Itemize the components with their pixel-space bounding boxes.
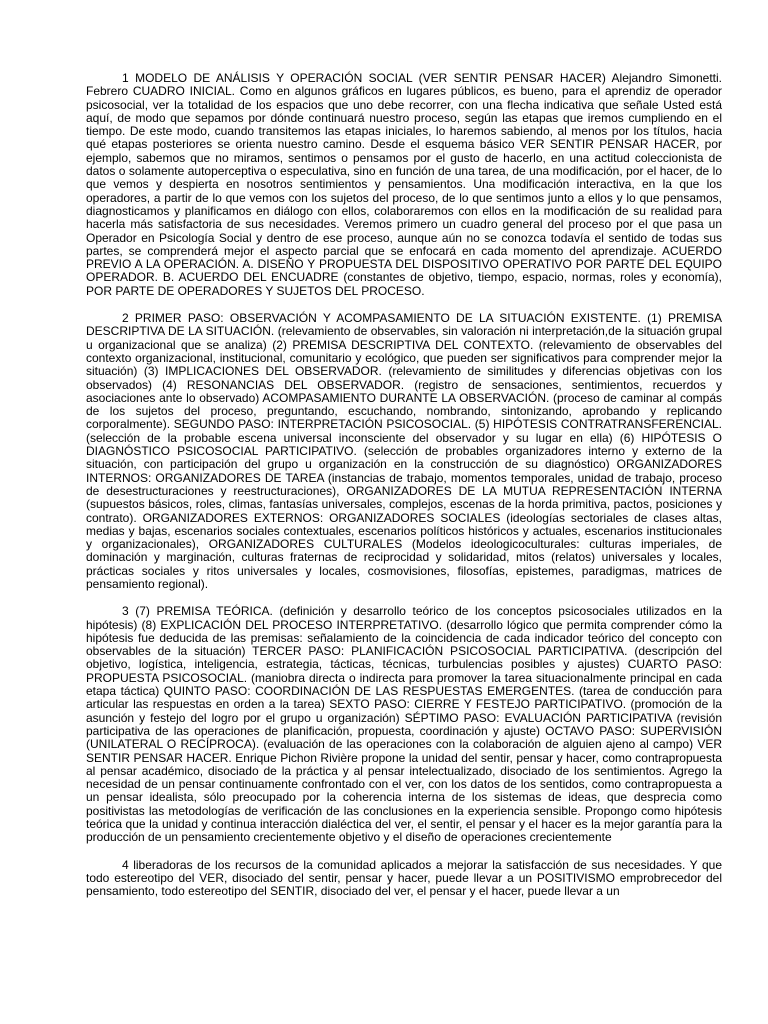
paragraph-1: 1 MODELO DE ANÁLISIS Y OPERACIÓN SOCIAL (VER SENTIR PENSAR HACER) Alejandro Simonetti. Febrero CUADRO INICIAL. Como en algunos gráficos en lugares públicos, es bueno, para el aprendiz de operador psicosocial, ver la totalidad de los espacios que uno debe recorrer, con una flecha indicativa que señale Usted está aquí, de modo que sepamos por dónde continuará nuestro proceso, según las etapas que iremos cumpliendo en el tiempo. De este modo, cuando transitemos las etapas iniciales, lo haremos sabiendo, al menos por los títulos, hacia qué etapas posteriores se orienta nuestro camino. Desde el esquema básico VER SENTIR PENSAR HACER, por ejemplo, sabemos que no miramos, sentimos o pensamos por el gusto de hacerlo, en una actitud coleccionista de datos o solamente autoperceptiva o especulativa, sino en función de una tarea, de una modificación, por el hacer, de lo que vemos y despierta en nosotros sentimientos y pensamientos. Una modificación interactiva, en la que los operadores, a partir de lo que vemos con los sujetos del proceso, de lo que sentimos junto a ellos y lo que pensamos, diagnosticamos y planificamos en diálogo con ellos, colaboraremos con ellos en la modificación de su realidad para hacerla más satisfactoria de sus necesidades. Veremos primero un cuadro general del proceso por el que pasa un Operador en Psicología Social y dentro de ese proceso, aunque aún no se conozca todavía el sentido de todas sus partes, se comprenderá mejor el aspecto parcial que se enfocará en cada momento del aprendizaje. ACUERDO PREVIO A LA OPERACIÓN. A. DISEÑO Y PROPUESTA DEL DISPOSITIVO OPERATIVO POR PARTE DEL EQUIPO OPERADOR. B. ACUERDO DEL ENCUADRE (constantes de objetivo, tiempo, espacio, normas, roles y economía), POR PARTE DE OPERADORES Y SUJETOS DEL PROCESO. bbox=[86, 71, 722, 298]
paragraph-4: 4 liberadoras de los recursos de la comunidad aplicados a mejorar la satisfacción de sus necesidades. Y que todo estereotipo del VER, disociado del sentir, pensar y hacer, puede llevar a un POSITIVISMO emprobrecedor del pensamiento, todo estereotipo del SENTIR, disociado del ver, el pensar y el hacer, puede llevar a un bbox=[86, 857, 722, 899]
document-body bbox=[86, 72, 722, 913]
paragraph-3: 3 (7) PREMISA TEÓRICA. (definición y desarrollo teórico de los conceptos psicosociales utilizados en la hipótesis) (8) EXPLICACIÓN DEL PROCESO INTERPRETATIVO. (desarrollo lógico que permita comprender cómo la hipótesis fue deducida de las premisas: señalamiento de la coincidencia de cada indicador teórico del concepto con observables de la situación) TERCER PASO: PLANIFICACIÓN PSICOSOCIAL PARTICIPATIVA. (descripción del objetivo, logística, inteligencia, estrategia, tácticas, técnicas, turbulencias posibles y ajustes) CUARTO PASO: PROPUESTA PSICOSOCIAL. (maniobra directa o indirecta para promover la tarea situacionalmente principal en cada etapa táctica) QUINTO PASO: COORDINACIÓN DE LAS RESPUESTAS EMERGENTES. (tarea de conducción para articular las respuestas en orden a la tarea) SEXTO PASO: CIERRE Y FESTEJO PARTICIPATIVO. (promoción de la asunción y festejo del logro por el grupo u organización) SÉPTIMO PASO: EVALUACIÓN PARTICIPATIVA (revisión participativa de las operaciones de planificación, propuesta, coordinación y ajuste) OCTAVO PASO: SUPERVISIÓN (UNILATERAL O RECÍPROCA). (evaluación de las operaciones con la colaboración de alguien ajeno al campo) VER SENTIR PENSAR HACER. Enrique Pichon Rivière propone la unidad del sentir, pensar y hacer, como contrapropuesta al pensar académico, disociado de la práctica y al pensar intelectualizado, disociado de los sentimientos. Agrego la necesidad de un pensar continuamente confrontado con el ver, con los datos de los sentidos, como contrapropuesta a un pensar idealista, sólo preocupado por la coherencia interna de los sistemas de ideas, que desprecia como positivistas las metodologías de verificación de las conclusiones en la experiencia sensible. Propongo como hipótesis teórica que la unidad y continua interacción dialéctica del ver, el sentir, el pensar y el hacer es la mejor garantía para la producción de un pensamiento crecientemente objetivo y el diseño de operaciones crecientemente bbox=[86, 604, 722, 845]
paragraph-2: 2 PRIMER PASO: OBSERVACIÓN Y ACOMPASAMIENTO DE LA SITUACIÓN EXISTENTE. (1) PREMISA DESCRIPTIVA DE LA SITUACIÓN. (relevamiento de observables, sin valoración ni interpretación,de la situación grupal u organizacional que se analiza) (2) PREMISA DESCRIPTIVA DEL CONTEXTO. (relevamiento de observables del contexto organizacional, institucional, comunitario y ecológico, que pueden ser significativos para comprender mejor la situación) (3) IMPLICACIONES DEL OBSERVADOR. (relevamiento de similitudes y diferencias objetivas con los observados) (4) RESONANCIAS DEL OBSERVADOR. (registro de sensaciones, sentimientos, recuerdos y asociaciones ante lo observado) ACOMPASAMIENTO DURANTE LA OBSERVACIÓN. (proceso de caminar al compás de los sujetos del proceso, preguntando, escuchando, nombrando, sintonizando, aprobando y replicando corporalmente). SEGUNDO PASO: INTERPRETACIÓN PSICOSOCIAL. (5) HIPÓTESIS CONTRATRANSFERENCIAL. (selección de la probable escena universal inconsciente del observador y su lugar en ella) (6) HIPÓTESIS O DIAGNÓSTICO PSICOSOCIAL PARTICIPATIVO. (selección de probables organizadores interno y externo de la situación, con participación del grupo u organización en la construcción de su diagnóstico) ORGANIZADORES INTERNOS: ORGANIZADORES DE TAREA (instancias de trabajo, momentos temporales, unidad de trabajo, proceso de desestructuraciones y reestructuraciones), ORGANIZADORES DE LA MUTUA REPRESENTACIÓN INTERNA (supuestos básicos, roles, climas, fantasías universales, complejos, escenas de la horda primitiva, pactos, posiciones y contrato). ORGANIZADORES EXTERNOS: ORGANIZADORES SOCIALES (ideologías sectoriales de clases altas, medias y bajas, escenarios sociales contextuales, escenarios políticos históricos y actuales, escenarios institucionales y organizacionales), ORGANIZADORES CULTURALES (Modelos ideologicoculturales: culturas imperiales, de dominación y marginación, culturas fraternas de reciprocidad y solidaridad, mitos (relatos) universales y locales, prácticas sociales y ritos universales y locales, cosmovisiones, filosofías, epistemes, paradigmas, matrices de pensamiento regional). bbox=[86, 311, 722, 591]
